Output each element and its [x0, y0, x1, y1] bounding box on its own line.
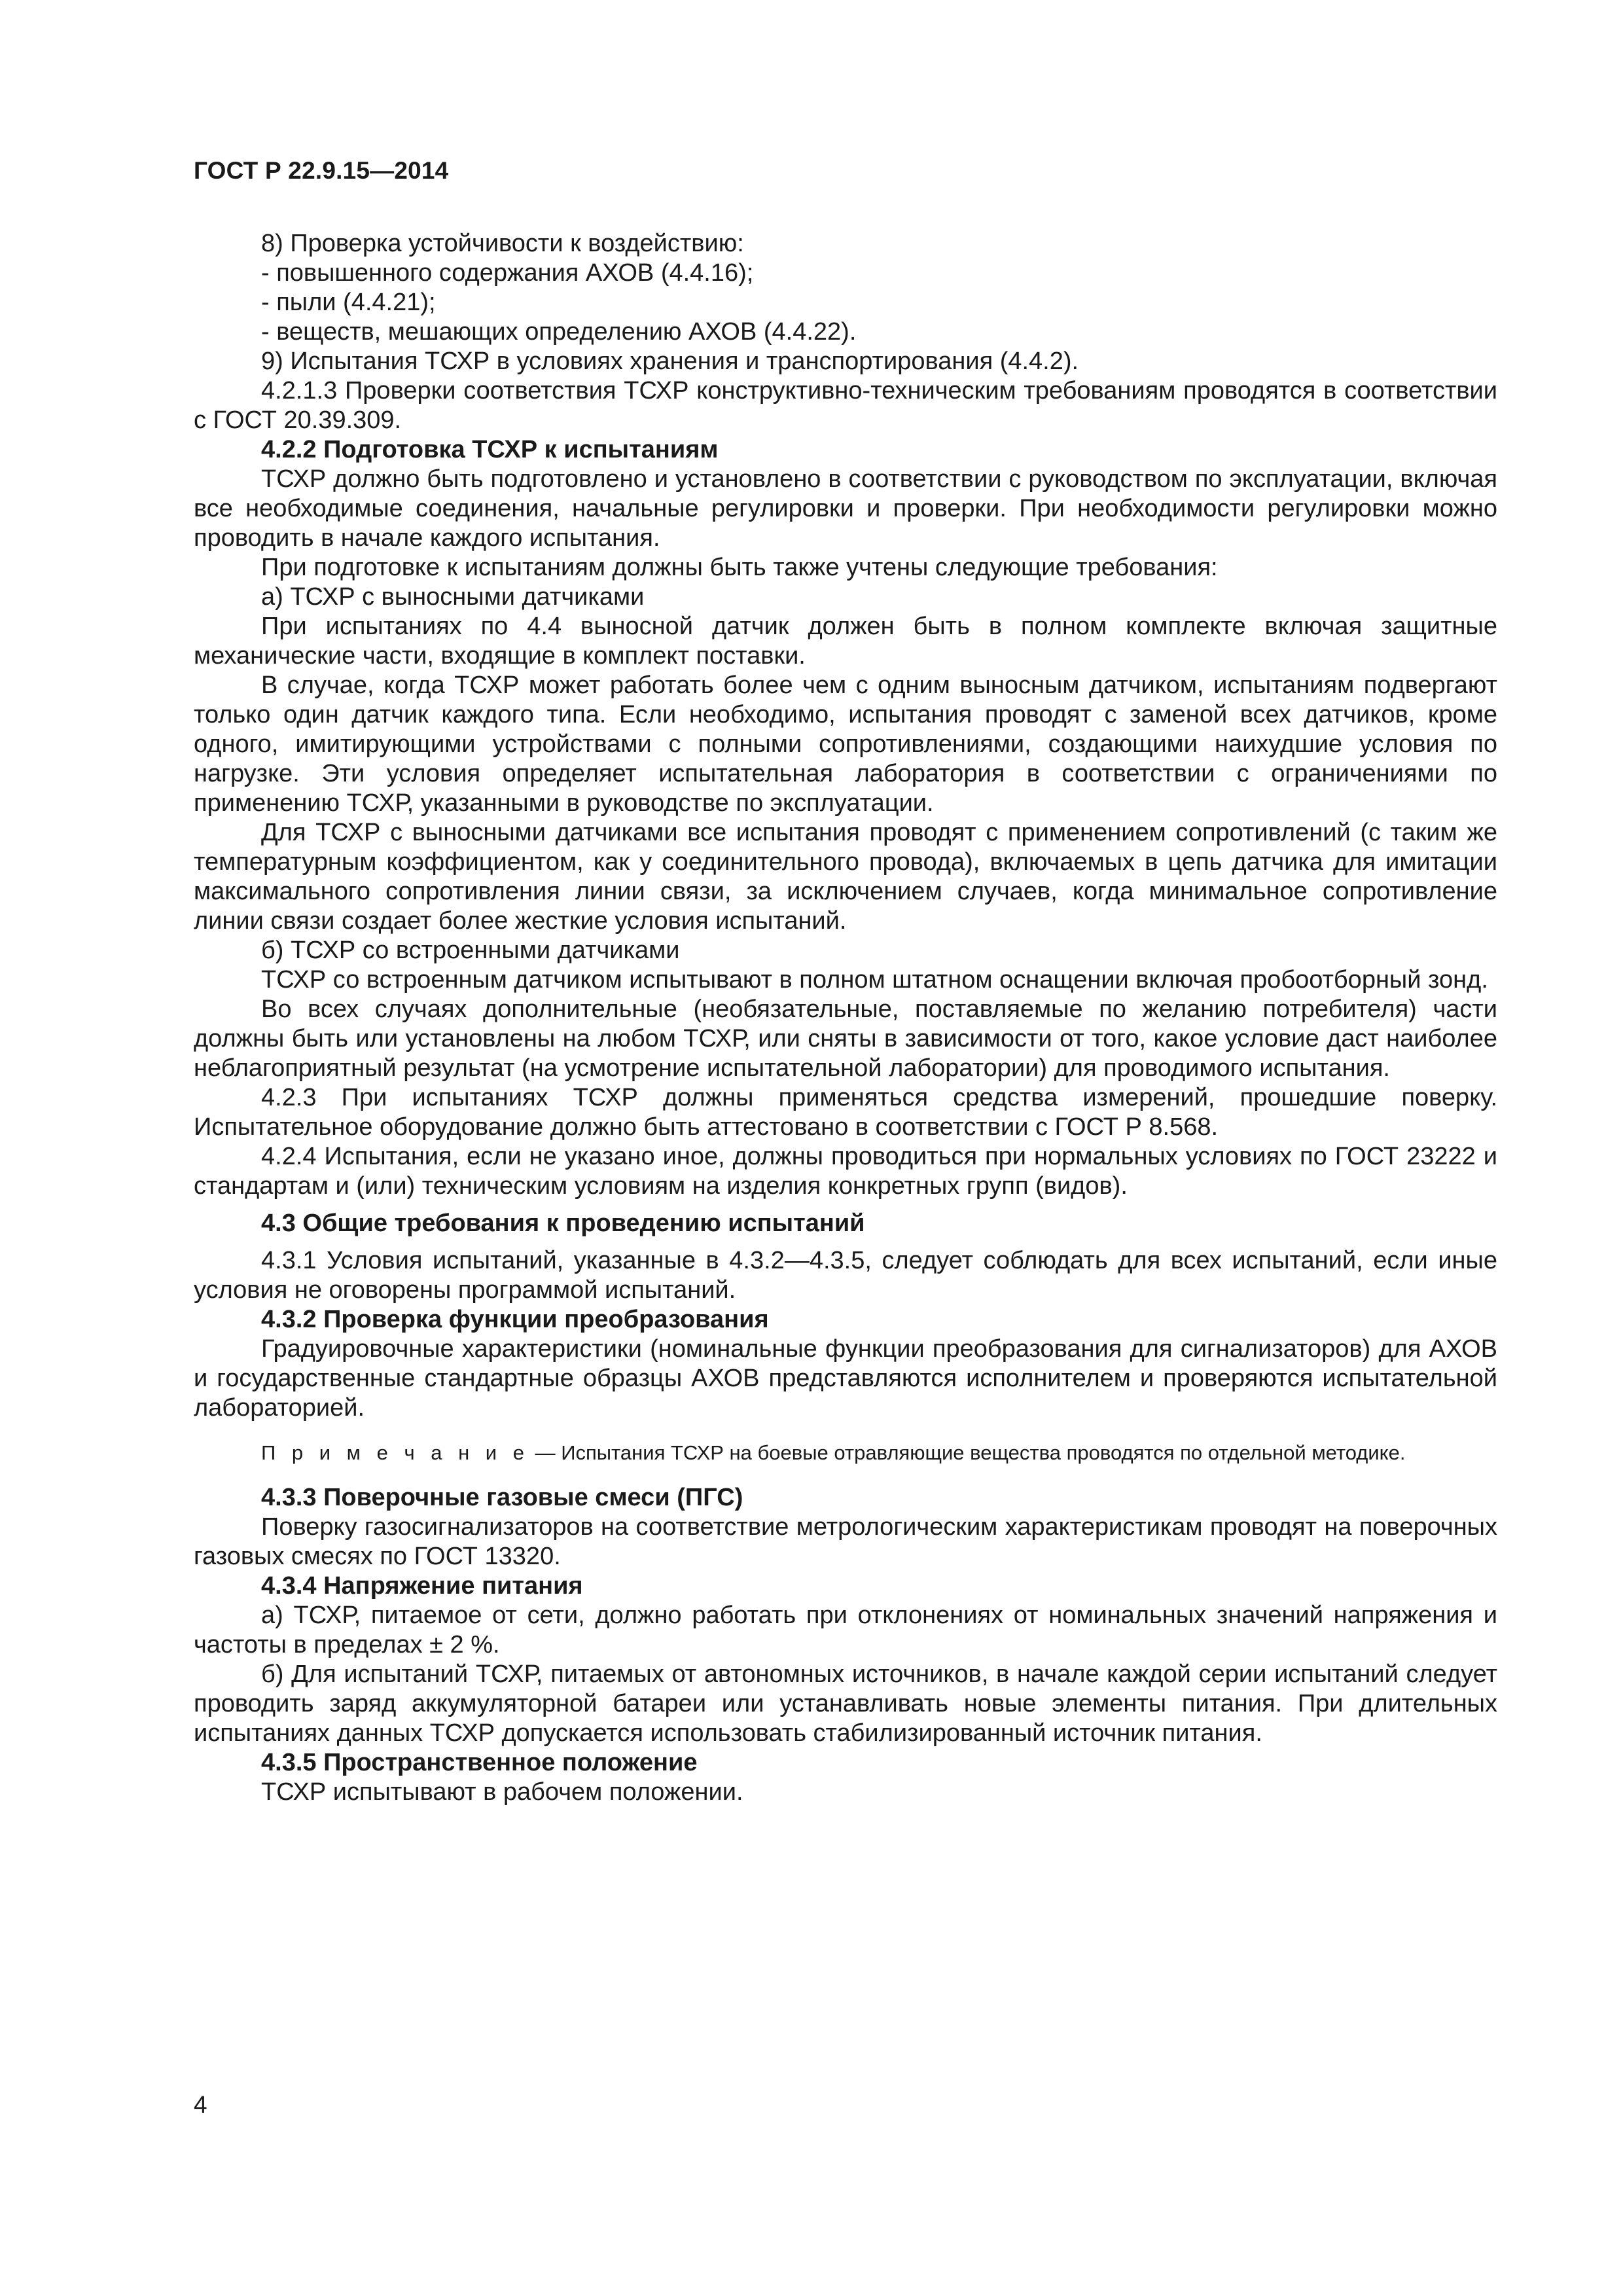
paragraph: При подготовке к испытаниям должны быть также учтены следующие требования:	[261, 554, 1218, 581]
paragraph: Градуировочные характеристики (номинальные функции преобразования для сигнализаторов) для АХОВ и государственные стандартные образцы АХОВ представляются исполнителем и проверяются испытательной лабораторией.	[194, 1335, 1497, 1422]
list-item: - веществ, мешающих определению АХОВ (4.4.22).	[261, 318, 857, 346]
list-item: а) ТСХР с выносными датчиками	[261, 583, 645, 611]
paragraph: При испытаниях по 4.4 выносной датчик должен быть в полном комплекте включая защитные механические части, входящие в комплект поставки.	[194, 613, 1497, 670]
section-heading-4-3-4: 4.3.4 Напряжение питания	[261, 1572, 583, 1600]
paragraph: В случае, когда ТСХР может работать более чем с одним выносным датчиком, испытаниям подвергают только один датчик каждого типа. Если необходимо, испытания проводят с заменой всех датчиков, кроме одного, имитирующими устройствами с полными сопротивлениями, создающими наихудшие условия по нагрузке. Эти условия определяет испытательная лаборатория в соответствии с ограничениями по применению ТСХР, указанными в руководстве по эксплуатации.	[194, 672, 1497, 817]
page-number: 4	[194, 2091, 207, 2118]
paragraph: Для ТСХР с выносными датчиками все испытания проводят с применением сопротивлений (с таким же температурным коэффициентом, как у соединительного провода), включаемых в цепь датчика для имитации максимального сопротивления линии связи, за исключением случаев, когда минимальное сопротивление линии связи создает более жесткие условия испытаний.	[194, 819, 1497, 935]
paragraph: 4.2.3 При испытаниях ТСХР должны применяться средства измерений, прошедшие поверку. Испытательное оборудование должно быть аттестовано в соответствии с ГОСТ Р 8.568.	[194, 1084, 1497, 1141]
section-heading-4-3-2: 4.3.2 Проверка функции преобразования	[261, 1306, 769, 1333]
section-heading-4-2-2: 4.2.2 Подготовка ТСХР к испытаниям	[261, 436, 719, 463]
list-item: а) ТСХР, питаемое от сети, должно работать при отклонениях от номинальных значений напряжения и частоты в пределах ± 2 %.	[194, 1602, 1497, 1659]
paragraph: Во всех случаях дополнительные (необязательные, поставляемые по желанию потребителя) части должны быть или установлены на любом ТСХР, или сняты в зависимости от того, какое условие даст наиболее неблагоприятный результат (на усмотрение испытательной лаборатории) для проводимого испытания.	[194, 996, 1497, 1082]
note-label: П р и м е ч а н и е	[261, 1441, 529, 1464]
paragraph: ТСХР со встроенным датчиком испытывают в полном штатном оснащении включая пробоотборный зонд.	[261, 966, 1488, 994]
section-heading-4-3-5: 4.3.5 Пространственное положение	[261, 1749, 698, 1776]
paragraph: 4.2.1.3 Проверки соответствия ТСХР конструктивно-техническим требованиям проводятся в соответствии с ГОСТ 20.39.309.	[194, 377, 1497, 434]
paragraph: ТСХР испытывают в рабочем положении.	[261, 1778, 743, 1806]
note-text: — Испытания ТСХР на боевые отравляющие вещества проводятся по отдельной методике.	[529, 1441, 1406, 1464]
list-item: б) Для испытаний ТСХР, питаемых от автономных источников, в начале каждой серии испытаний следует проводить заряд аккумуляторной батареи или устанавливать новые элементы питания. При длительных испытаниях данных ТСХР допускается использовать стабилизированный источник питания.	[194, 1660, 1497, 1747]
document-code-header: ГОСТ Р 22.9.15—2014	[194, 157, 449, 184]
list-item: - пыли (4.4.21);	[261, 289, 436, 316]
paragraph: 8) Проверка устойчивости к воздействию:	[261, 230, 744, 257]
paragraph: 4.2.4 Испытания, если не указано иное, должны проводиться при нормальных условиях по ГОСТ 23222 и стандартам и (или) техническим условиям на изделия конкретных групп (видов).	[194, 1143, 1497, 1200]
section-heading-4-3: 4.3 Общие требования к проведению испытаний	[261, 1210, 865, 1237]
paragraph: 9) Испытания ТСХР в условиях хранения и транспортирования (4.4.2).	[261, 348, 1079, 375]
list-item: б) ТСХР со встроенными датчиками	[261, 937, 680, 964]
paragraph: Поверку газосигнализаторов на соответствие метрологическим характеристикам проводят на поверочных газовых смесях по ГОСТ 13320.	[194, 1513, 1497, 1570]
paragraph: 4.3.1 Условия испытаний, указанные в 4.3.2—4.3.5, следует соблюдать для всех испытаний, если иные условия не оговорены программой испытаний.	[194, 1247, 1497, 1304]
section-heading-4-3-3: 4.3.3 Поверочные газовые смеси (ПГС)	[261, 1484, 743, 1511]
paragraph: ТСХР должно быть подготовлено и установлено в соответствии с руководством по эксплуатации, включая все необходимые соединения, начальные регулировки и проверки. При необходимости регулировки можно проводить в начале каждого испытания.	[194, 465, 1497, 552]
document-body	[194, 229, 1497, 1807]
list-item: - повышенного содержания АХОВ (4.4.16);	[261, 259, 754, 287]
note	[194, 1439, 1497, 1467]
